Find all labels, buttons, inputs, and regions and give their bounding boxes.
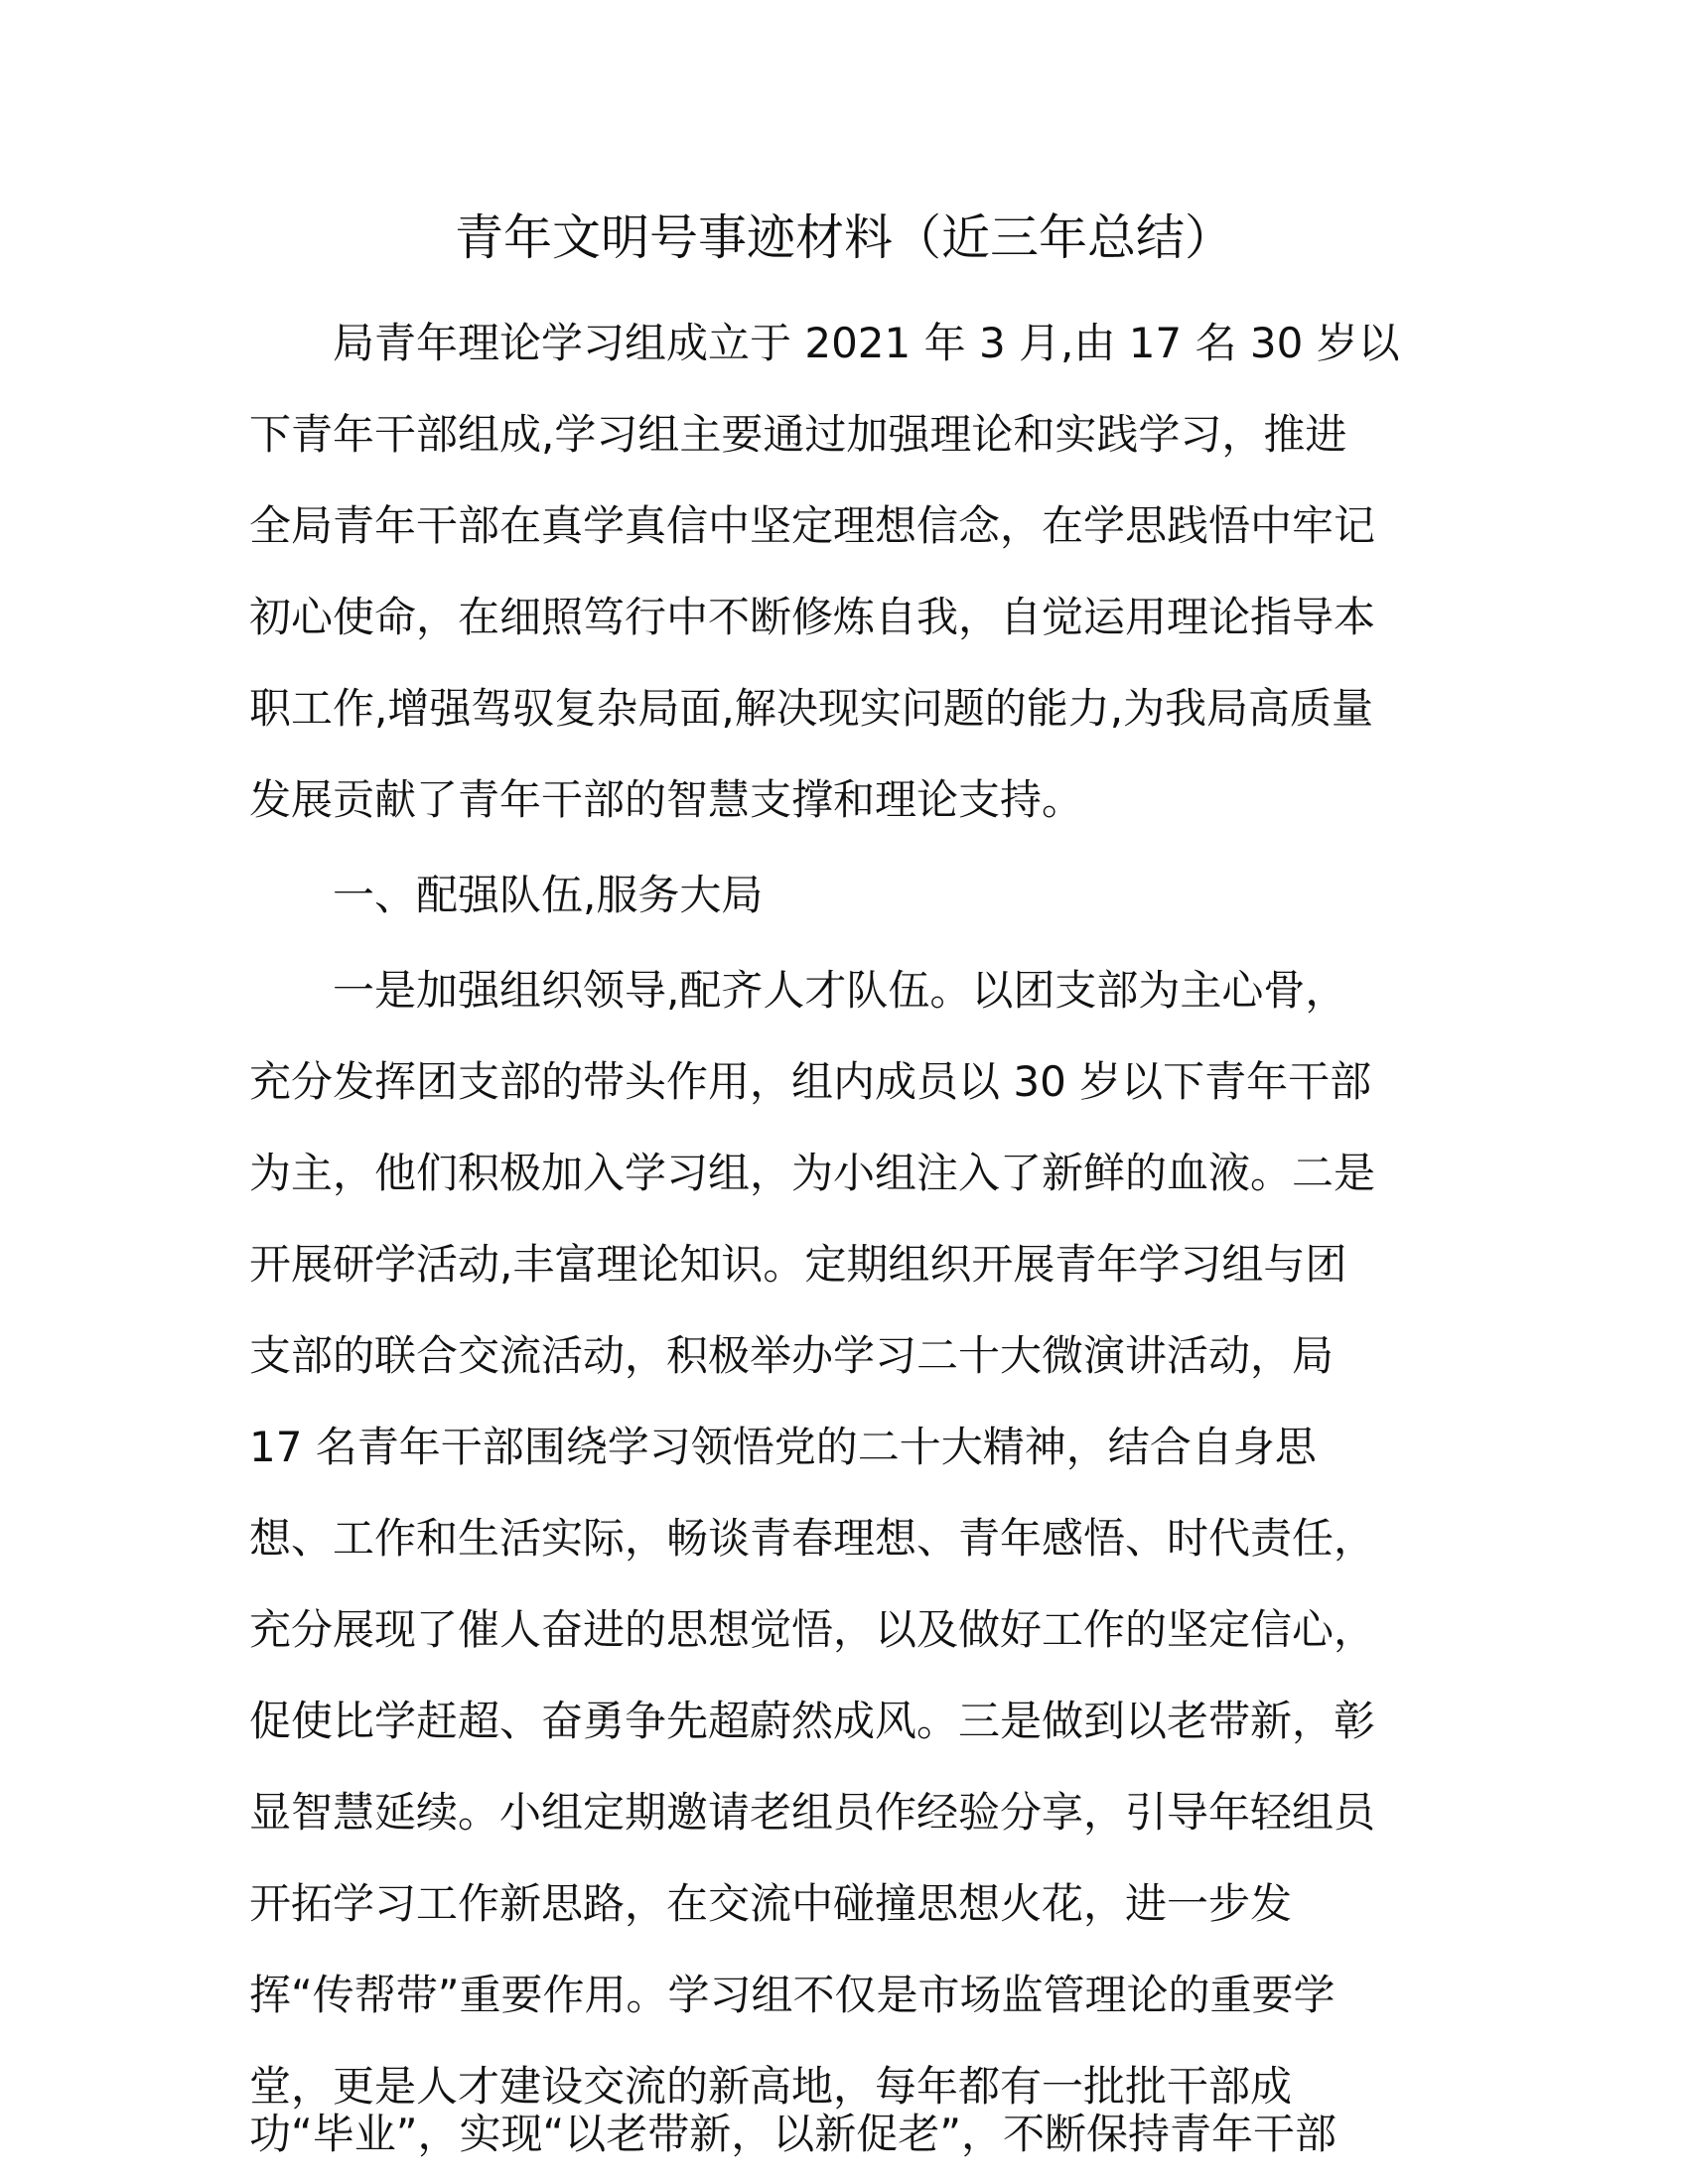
section-heading: 一、配强队伍,服务大局 [333, 871, 764, 919]
paragraph-2-line: 充分发挥团支部的带头作用，组内成员以 30 岁以下青年干部 [249, 1057, 1372, 1106]
paragraph-1-line: 职工作,增强驾驭复杂局面,解决现实问题的能力,为我局高质量 [249, 684, 1374, 733]
paragraph-2-line: 开拓学习工作新思路，在交流中碰撞思想火花，进一步发 [249, 1879, 1293, 1928]
paragraph-1-line: 局青年理论学习组成立于 2021 年 3 月,由 17 名 30 岁以 [333, 319, 1400, 367]
paragraph-1-line: 全局青年干部在真学真信中坚定理想信念，在学思践悟中牢记 [249, 501, 1376, 550]
paragraph-2-line: 为主，他们积极加入学习组，为小组注入了新鲜的血液。二是 [249, 1149, 1376, 1197]
paragraph-1-line: 下青年干部组成,学习组主要通过加强理论和实践学习，推进 [249, 410, 1347, 459]
document-title: 青年文明号事迹材料（近三年总结） [454, 209, 1233, 266]
paragraph-2-line: 开展研学活动,丰富理论知识。定期组织开展青年学习组与团 [249, 1240, 1347, 1289]
paragraph-2-line: 显智慧延续。小组定期邀请老组员作经验分享，引导年轻组员 [249, 1788, 1376, 1837]
paragraph-2-line: 挥“传帮带”重要作用。学习组不仅是市场监管理论的重要学 [249, 1971, 1336, 2019]
paragraph-2-line: 想、工作和生活实际，畅谈青春理想、青年感悟、时代责任， [249, 1514, 1376, 1563]
paragraph-2-line: 一是加强组织领导,配齐人才队伍。以团支部为主心骨， [333, 966, 1347, 1015]
paragraph-2-line: 充分展现了催人奋进的思想觉悟，以及做好工作的坚定信心， [249, 1605, 1376, 1654]
paragraph-2-line: 支部的联合交流活动，积极举办学习二十大微演讲活动，局 [249, 1331, 1335, 1380]
paragraph-1-line: 初心使命，在细照笃行中不断修炼自我，自觉运用理论指导本 [249, 593, 1376, 641]
paragraph-2-line: 促使比学赶超、奋勇争先超蔚然成风。三是做到以老带新，彰 [249, 1697, 1376, 1745]
paragraph-2-line: 17 名青年干部围绕学习领悟党的二十大精神，结合自身思 [249, 1423, 1317, 1471]
paragraph-2-line: 堂，更是人才建设交流的新高地，每年都有一批批干部成 [249, 2062, 1293, 2111]
paragraph-2-line: 功“毕业”，实现“以老带新，以新促老”，不断保持青年干部 [249, 2110, 1337, 2158]
paragraph-1-line: 发展贡献了青年干部的智慧支撑和理论支持。 [249, 775, 1084, 824]
